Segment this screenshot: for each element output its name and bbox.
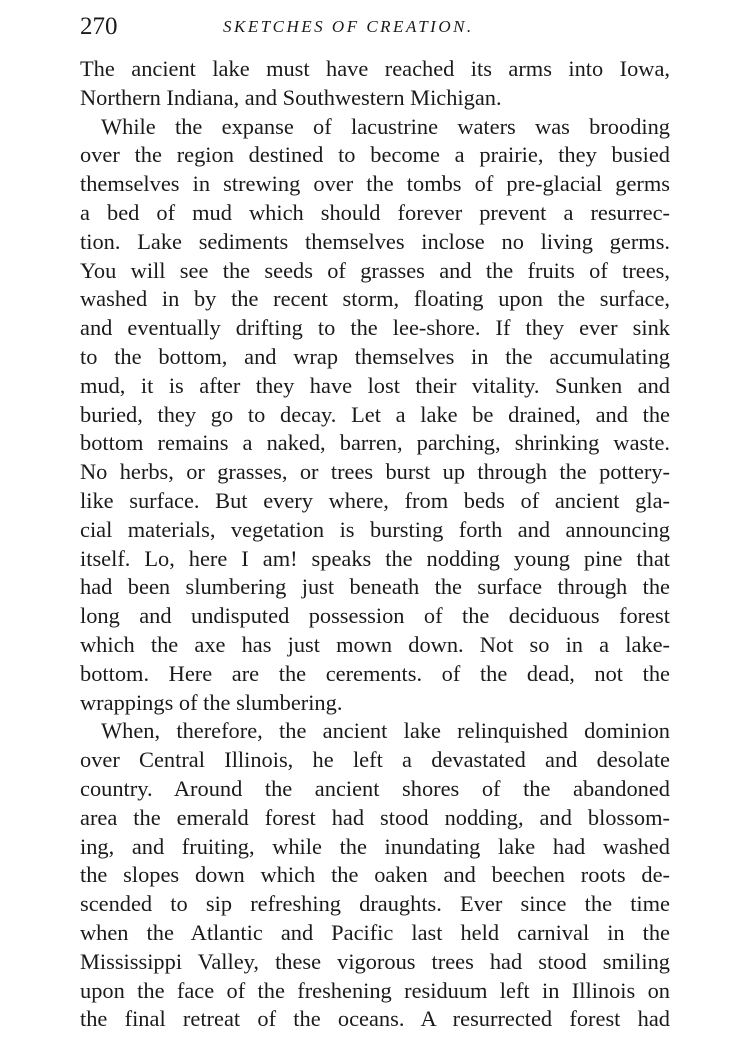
text-line: themselves in strewing over the tombs of pre-glacial germs [80, 171, 670, 197]
running-title: SKETCHES OF CREATION. [223, 17, 474, 36]
text-line: which the axe has just mown down. Not so in a lake- [80, 631, 670, 657]
text-line: scended to sip refreshing draughts. Ever since the time [80, 891, 670, 917]
text-line: ing, and fruiting, while the inundating lake had washed [80, 833, 670, 859]
text-line: Mississippi Valley, these vigorous trees had stood smiling [80, 948, 670, 974]
text-line: itself. Lo, here I am! speaks the nodding young pine that [80, 545, 670, 571]
text-line: over the region destined to become a prairie, they busied [80, 142, 670, 168]
text-line: over Central Illinois, he left a devastated and desolate [80, 747, 670, 773]
text-line: bottom remains a naked, barren, parching, shrinking waste. [80, 430, 670, 456]
text-line: When, therefore, the ancient lake relinquished dominion [101, 718, 670, 744]
text-line: when the Atlantic and Pacific last held carnival in the [80, 919, 670, 945]
text-line: You will see the seeds of grasses and the fruits of trees, [80, 257, 670, 283]
text-line: a bed of mud which should forever prevent a resurrec- [80, 199, 670, 225]
text-line: tion. Lake sediments themselves inclose no living germs. [80, 228, 670, 254]
text-line: Northern Indiana, and Southwestern Michigan. [80, 84, 502, 110]
body-text [80, 55, 670, 1034]
text-line: and eventually drifting to the lee-shore. If they ever sink [80, 315, 670, 341]
text-line: long and undisputed possession of the deciduous forest [80, 603, 670, 629]
text-line: the final retreat of the oceans. A resurrected forest had [80, 1006, 670, 1032]
running-head [80, 10, 670, 44]
text-line: the slopes down which the oaken and beechen roots de- [80, 862, 670, 888]
text-line: to the bottom, and wrap themselves in the accumulating [80, 343, 670, 369]
text-line: had been slumbering just beneath the surface through the [80, 574, 670, 600]
text-line: wrappings of the slumbering. [80, 689, 343, 715]
text-line: washed in by the recent storm, floating upon the surface, [80, 286, 670, 312]
text-line: cial materials, vegetation is bursting forth and announcing [80, 516, 670, 542]
text-line: area the emerald forest had stood nodding, and blossom- [80, 804, 670, 830]
text-line: No herbs, or grasses, or trees burst up through the pottery- [80, 459, 670, 485]
text-line: mud, it is after they have lost their vitality. Sunken and [80, 372, 670, 398]
text-line: The ancient lake must have reached its arms into Iowa, [80, 56, 670, 81]
page-number: 270 [80, 13, 118, 40]
text-line: like surface. But every where, from beds of ancient gla- [80, 487, 670, 513]
text-line: upon the face of the freshening residuum left in Illinois on [80, 977, 670, 1003]
text-line: While the expanse of lacustrine waters was brooding [101, 113, 670, 139]
text-line: bottom. Here are the cerements. of the dead, not the [80, 660, 670, 686]
text-line: country. Around the ancient shores of the abandoned [80, 775, 670, 801]
text-line: buried, they go to decay. Let a lake be drained, and the [80, 401, 670, 427]
